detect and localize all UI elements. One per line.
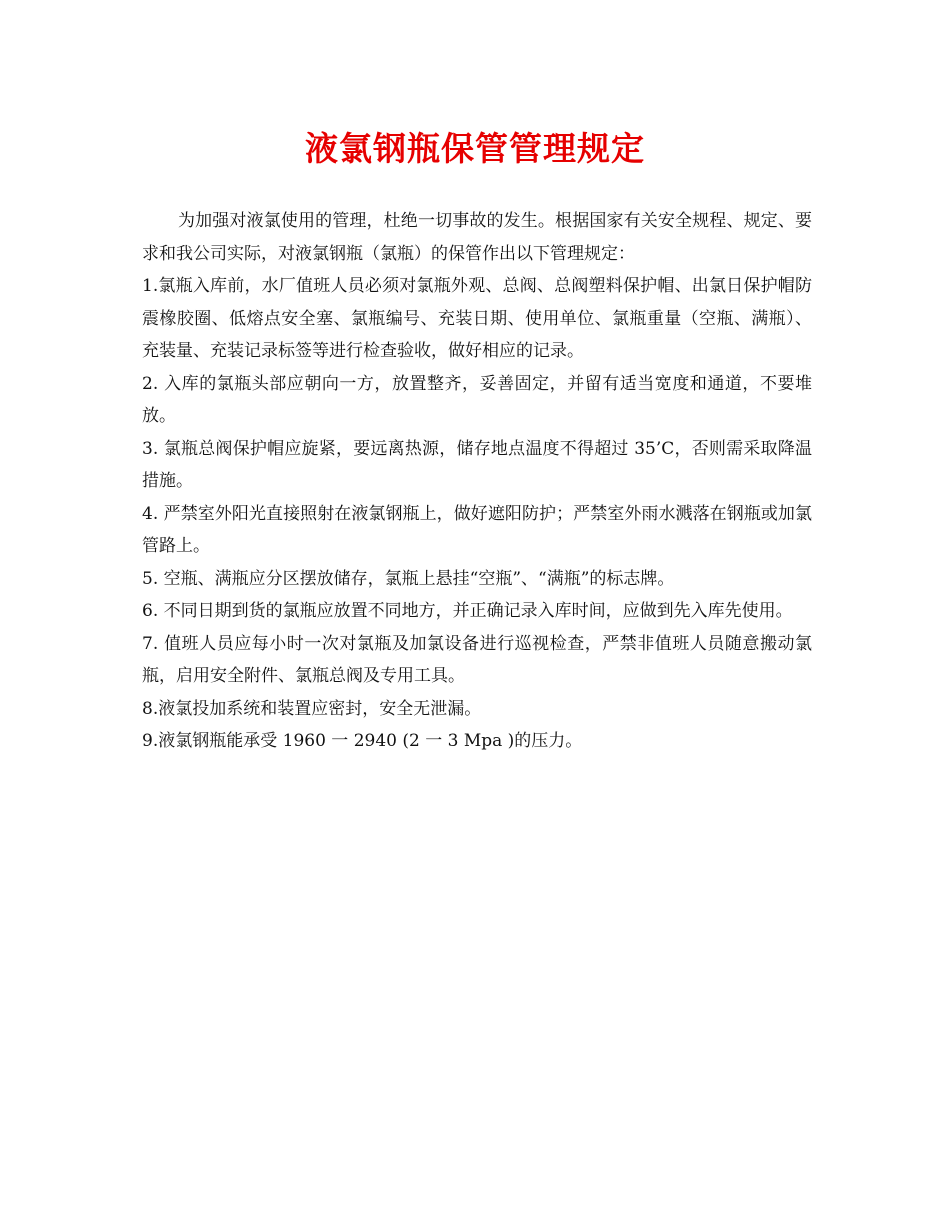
- rule-item-3: 3. 氯瓶总阀保护帽应旋紧，要远离热源，储存地点温度不得超过 35’C，否则需采取降温措施。: [142, 438, 812, 491]
- document-title: 液氯钢瓶保管管理规定: [305, 129, 645, 168]
- rule-item-6: 6. 不同日期到货的氯瓶应放置不同地方，并正确记录入库时间，应做到先入库先使用。: [142, 601, 793, 621]
- rule-item-2: 2. 入库的氯瓶头部应朝向一方，放置整齐，妥善固定，并留有适当宽度和通道，不要堆放。: [142, 373, 812, 426]
- rule-item-1: 1.氯瓶入库前，水厂值班人员必须对氯瓶外观、总阀、总阀塑料保护帽、出氯日保护帽防震橡胶圈、低熔点安全塞、氯瓶编号、充装日期、使用单位、氯瓶重量（空瓶、满瓶）、充装量、充装记录标签等进行检查验收，做好相应的记录。: [142, 276, 812, 361]
- rule-item-5: 5. 空瓶、满瓶应分区摆放储存，氯瓶上悬挂“空瓶”、“满瓶”的标志牌。: [142, 568, 675, 589]
- rule-item-7: 7. 值班人员应每小时一次对氯瓶及加氯设备进行巡视检查，严禁非值班人员随意搬动氯瓶，启用安全附件、氯瓶总阀及专用工具。: [142, 633, 812, 686]
- document-body: [142, 205, 812, 758]
- rule-item-4: 4. 严禁室外阳光直接照射在液氯钢瓶上，做好遮阳防护；严禁室外雨水溅落在钢瓶或加氯管路上。: [142, 503, 812, 556]
- rule-item-9: 9.液氯钢瓶能承受 1960 一 2940 (2 一 3 Mpa )的压力。: [142, 731, 583, 751]
- rule-item-8: 8.液氯投加系统和装置应密封，安全无泄漏。: [142, 698, 482, 719]
- intro-paragraph: 为加强对液氯使用的管理，杜绝一切事故的发生。根据国家有关安全规程、规定、要求和我公司实际，对液氯钢瓶（氯瓶）的保管作出以下管理规定：: [142, 211, 812, 264]
